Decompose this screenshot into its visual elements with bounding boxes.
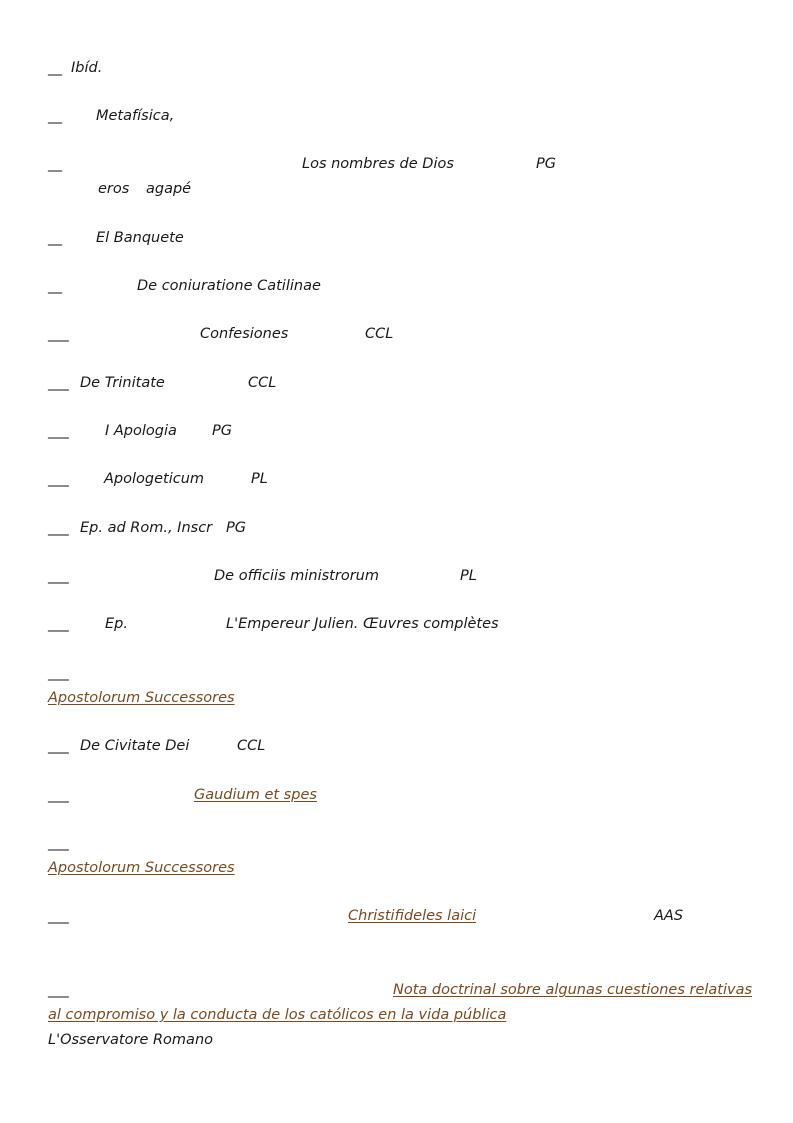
footnote-text: CCL	[237, 738, 266, 754]
footnote-text: De officiis ministrorum	[214, 568, 379, 584]
footnote-text: CCL	[365, 326, 394, 342]
footnote-text: De coniuratione Catilinae	[137, 278, 321, 294]
footnote-marker: ___	[48, 835, 69, 851]
document-link[interactable]: Apostolorum Successores	[48, 860, 235, 876]
footnote-text: De Civitate Dei	[80, 738, 190, 754]
footnote-marker: ___	[48, 616, 69, 632]
footnote-marker: ___	[48, 326, 69, 342]
footnote-marker: ___	[48, 471, 69, 487]
footnote-text: El Banquete	[96, 230, 184, 246]
footnote-text: L'Osservatore Romano	[48, 1032, 214, 1048]
footnote-marker: ___	[48, 908, 69, 924]
footnote-marker: ___	[48, 665, 69, 681]
document-link[interactable]: Apostolorum Successores	[48, 690, 235, 706]
footnote-text: eros	[98, 181, 130, 197]
footnote-marker: __	[48, 60, 62, 76]
footnote-text: PG	[226, 520, 246, 536]
footnote-marker: ___	[48, 568, 69, 584]
footnote-marker: ___	[48, 738, 69, 754]
footnote-marker: ___	[48, 520, 69, 536]
footnote-text: Apologeticum	[104, 471, 205, 487]
footnote-text: PL	[251, 471, 268, 487]
document-link[interactable]: Christifideles laici	[348, 908, 477, 924]
footnote-text: Metafísica,	[96, 108, 175, 124]
footnote-text: agapé	[146, 181, 192, 197]
document-link[interactable]: al compromiso y la conducta de los católicos en la vida pública	[48, 1007, 507, 1023]
footnote-marker: __	[48, 230, 62, 246]
footnote-text: Confesiones	[200, 326, 289, 342]
footnote-text: PG	[536, 156, 556, 172]
footnote-marker: ___	[48, 787, 69, 803]
footnote-text: AAS	[654, 908, 684, 924]
footnote-text: PL	[460, 568, 477, 584]
footnote-marker: ___	[48, 375, 69, 391]
footnote-marker: ___	[48, 982, 69, 998]
footnote-text: Ep. ad Rom., Inscr	[80, 520, 213, 536]
footnote-text: Ibíd.	[71, 60, 103, 76]
document-link[interactable]: Nota doctrinal sobre algunas cuestiones relativas	[393, 982, 753, 998]
footnote-text: PG	[212, 423, 232, 439]
footnote-text: Los nombres de Dios	[302, 156, 454, 172]
footnote-text: L'Empereur Julien. Œuvres complètes	[226, 616, 499, 632]
footnote-text: De Trinitate	[80, 375, 165, 391]
footnote-marker: __	[48, 156, 62, 172]
footnote-text: Ep.	[105, 616, 128, 632]
footnote-text: I Apologia	[105, 423, 177, 439]
footnote-marker: ___	[48, 423, 69, 439]
document-link[interactable]: Gaudium et spes	[194, 787, 317, 803]
footnote-marker: __	[48, 278, 62, 294]
footnote-text: CCL	[248, 375, 277, 391]
footnote-marker: __	[48, 108, 62, 124]
